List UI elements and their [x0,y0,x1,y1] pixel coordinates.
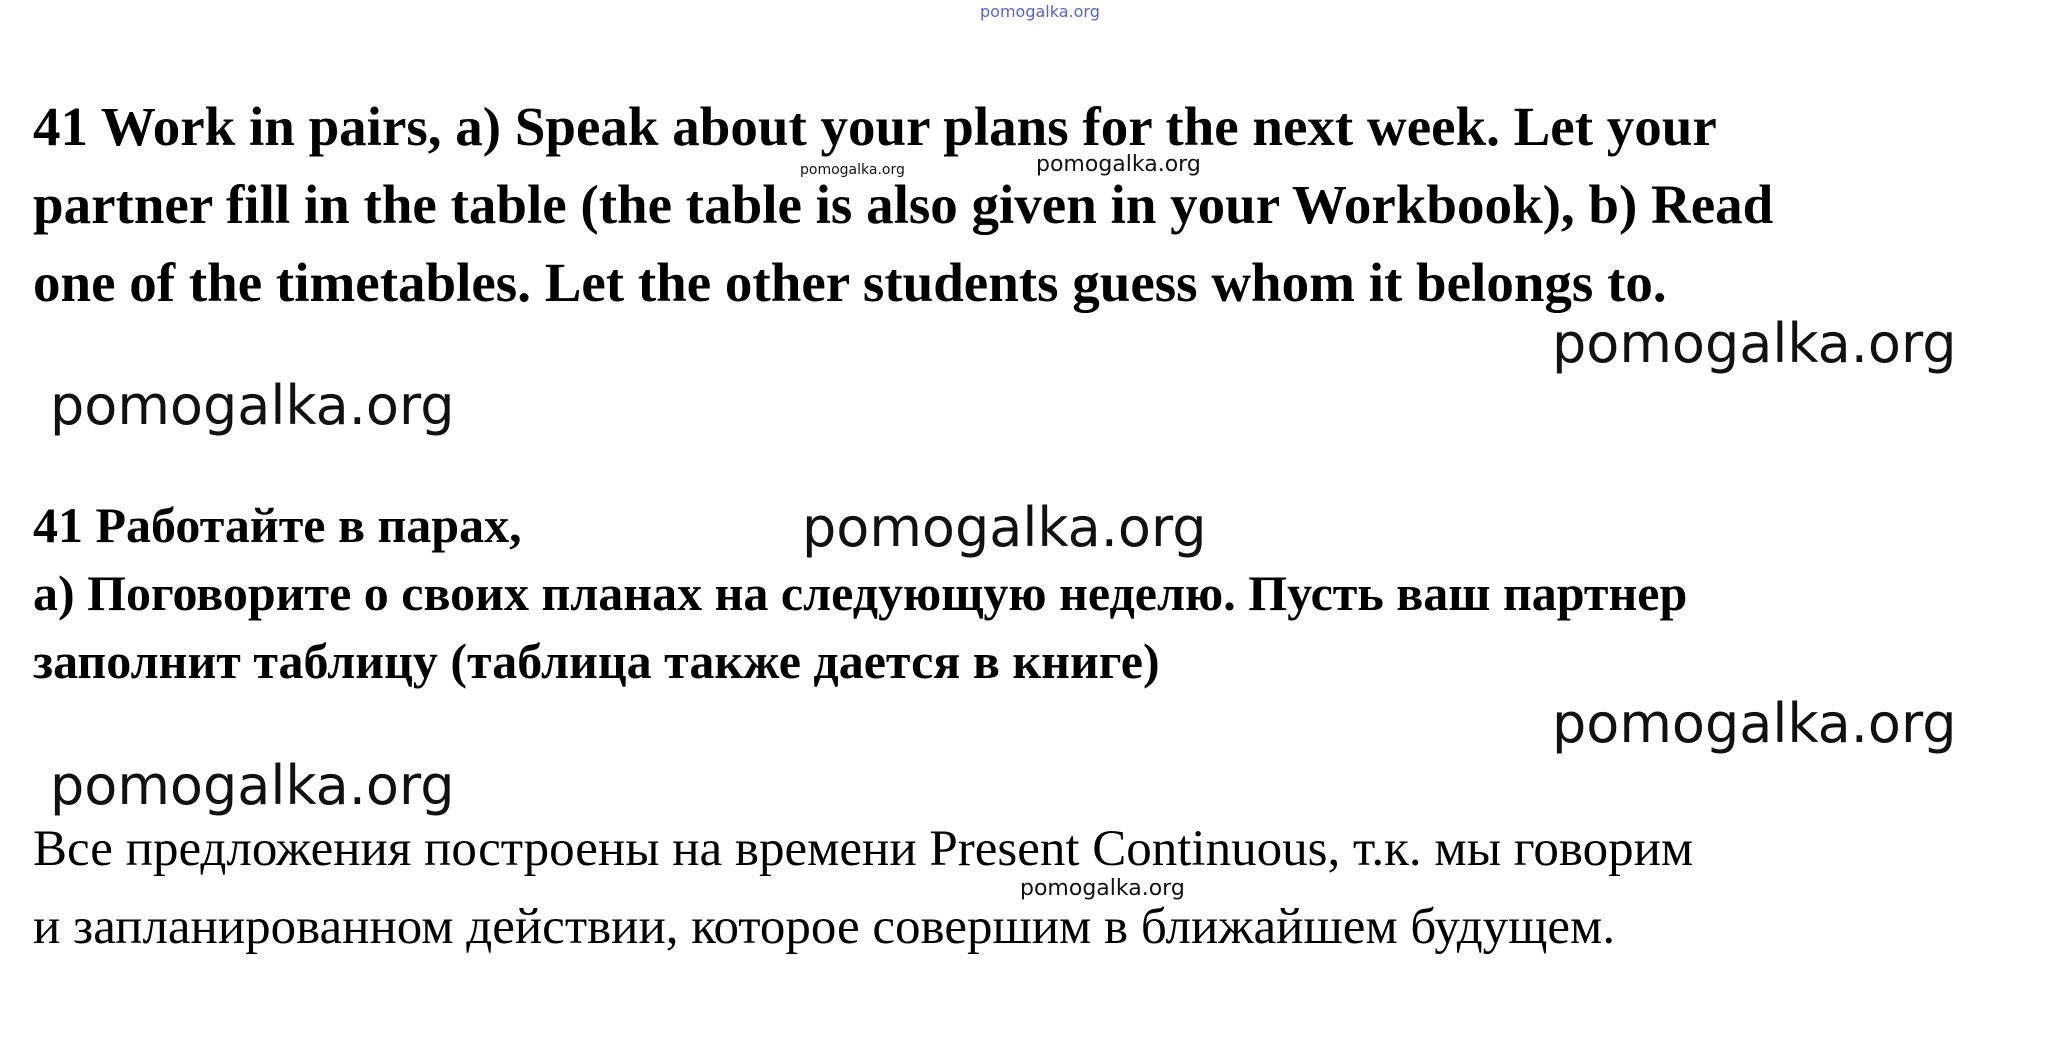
watermark-small-bottom: pomogalka.org [1020,876,1185,901]
watermark-big-center: pomogalka.org [802,496,1207,559]
russian-task-line-1: а) Поговорите о своих планах на следующую неделю. Пусть ваш партнер [33,565,1688,621]
russian-task-line-2: заполнит таблицу (таблица также дается в книге) [33,633,1160,689]
watermark-tiny: pomogalka.org [800,162,905,178]
watermark-big-right-1: pomogalka.org [1552,312,1957,375]
english-task-line-1: 41 Work in pairs, a) Speak about your plans for the next week. Let your [33,96,1717,157]
watermark-big-left-1: pomogalka.org [50,374,455,437]
header-watermark[interactable]: pomogalka.org [980,2,1100,21]
watermark-small-top: pomogalka.org [1036,152,1201,177]
answer-line-2: и запланированном действии, которое совершим в ближайшем будущем. [33,899,1616,955]
watermark-big-right-2: pomogalka.org [1552,692,1957,755]
answer-line-1: Все предложения построены на времени Present Continuous, т.к. мы говорим [33,821,1694,877]
russian-task-title: 41 Работайте в парах, [33,497,522,553]
english-task-line-2: partner fill in the table (the table is also given in your Workbook), b) Read [33,174,1774,235]
english-task-line-3: one of the timetables. Let the other students guess whom it belongs to. [33,252,1667,313]
watermark-big-left-2: pomogalka.org [50,754,455,817]
